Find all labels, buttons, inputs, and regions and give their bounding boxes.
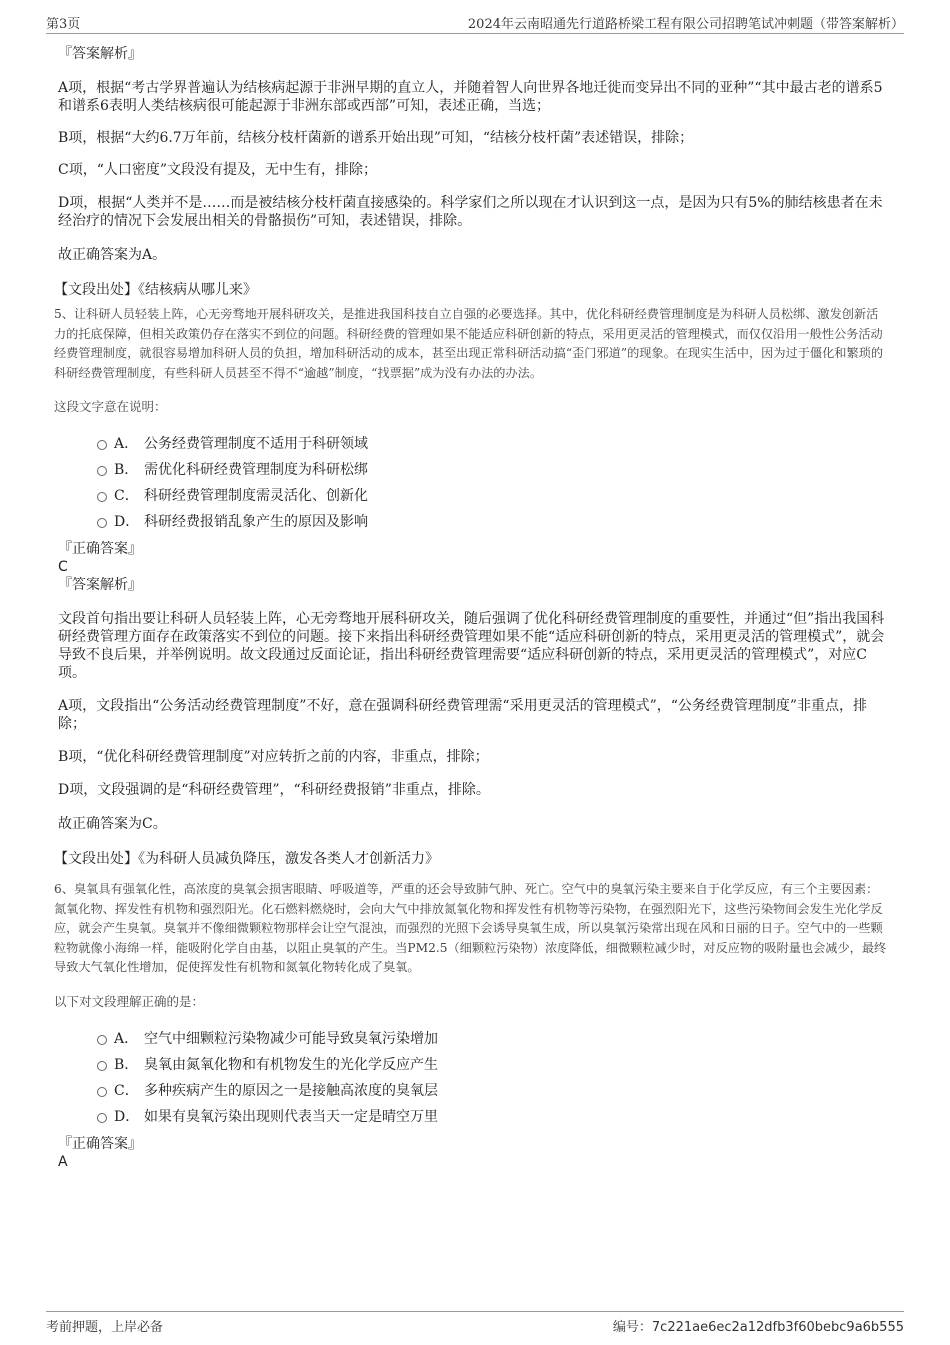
option-c[interactable]: C． 科研经费管理制度需灵活化、创新化 xyxy=(58,483,890,509)
question-5-prompt: 这段文字意在说明： xyxy=(54,399,167,414)
page-number: 第3页 xyxy=(46,17,81,32)
analysis-paragraph: D项，文段强调的是“科研经费管理”，“科研经费报销”非重点，排除。 xyxy=(58,782,490,798)
correct-answer-label: 『正确答案』 xyxy=(58,1135,142,1152)
radio-icon[interactable] xyxy=(97,1087,107,1097)
page-header xyxy=(46,13,904,34)
document-code: 编号：7c221ae6ec2a12dfb3f60bebc9a6b555 xyxy=(612,1320,904,1335)
question-5-text: 5、让科研人员轻装上阵，心无旁骛地开展科研攻关，是推进我国科技自立自强的必要选择。其中，优化科研经费管理制度是为科研人员松绑、激发创新活力的托底保障，但相关政策仍存在落实不到位的问题。科研经费的管理如果不能适应科研创新的特点，采用更灵活的管理模式，而仅仅沿用一般性公务活动经费管理制度，就很容易增加科研人员的负担，增加科研活动的成本，甚至出现正常科研活动搞“歪门邪道”的现象。在现实生活中，因为过于僵化和繁琐的科研经费管理制度，有些科研人员甚至不得不“逾越”制度，“找票据”成为没有办法的办法。 xyxy=(54,307,884,380)
analysis-paragraph: C项，“人口密度”文段没有提及，无中生有，排除； xyxy=(58,162,378,178)
radio-icon[interactable] xyxy=(97,1035,107,1045)
radio-icon[interactable] xyxy=(97,1113,107,1123)
analysis-paragraph: A项，根据“考古学界普遍认为结核病起源于非洲早期的直立人，并随着智人向世界各地迁徙而变异出不同的亚种”“其中最古老的谱系5和谱系6表明人类结核病很可能起源于非洲东部或西部”可知，表述正确，当选； xyxy=(58,80,883,114)
question-6-prompt: 以下对文段理解正确的是： xyxy=(54,993,205,1009)
question-6-options xyxy=(58,1026,890,1130)
analysis-paragraph: D项，根据“人类并不是……而是被结核分枝杆菌直接感染的。科学家们之所以现在才认识到这一点，是因为只有5%的肺结核患者在未经治疗的情况下会发展出相关的骨骼损伤”可知，表述错误，排除。 xyxy=(58,195,883,229)
correct-answer-label: 『正确答案』 xyxy=(58,541,142,557)
page-footer xyxy=(46,1311,904,1335)
analysis-conclusion: 故正确答案为A。 xyxy=(58,247,167,263)
option-a[interactable]: A． 公务经费管理制度不适用于科研领域 xyxy=(58,431,890,457)
footer-slogan: 考前押题，上岸必备 xyxy=(46,1320,164,1335)
page-content xyxy=(54,44,890,1170)
question-6-text: 6、臭氧具有强氧化性，高浓度的臭氧会损害眼睛、呼吸道等，严重的还会导致肺气肿、死亡。空气中的臭氧污染主要来自于化学反应，有三个主要因素：氮氧化物、挥发性有机物和强烈阳光。化石燃料燃烧时，会向大气中排放氮氧化物和挥发性有机物等污染物，在强烈阳光下，这些污染物间会发生光化学反应，就会产生臭氧。臭氧并不像细微颗粒物那样会让空气混浊，而强烈的光照下会诱导臭氧生成，所以臭氧污染常出现在风和日丽的日子。空气中的一些颗粒物就像小海绵一样，能吸附化学自由基，以阻止臭氧的产生。当PM2.5（细颗粒污染物）浓度降低，细微颗粒减少时，对反应物的吸附量也会减少，最终导致大气氧化性增加，促使挥发性有机物和氮氧化物转化成了臭氧。 xyxy=(54,882,887,974)
option-a[interactable]: A． 空气中细颗粒污染物减少可能导致臭氧污染增加 xyxy=(58,1026,890,1052)
correct-answer: C xyxy=(58,559,68,575)
radio-icon[interactable] xyxy=(97,518,107,528)
analysis-paragraph: B项，根据“大约6.7万年前，结核分枝杆菌新的谱系开始出现”可知，“结核分枝杆菌”表述错误，排除； xyxy=(58,130,694,146)
analysis-paragraph: B项，“优化科研经费管理制度”对应转折之前的内容，非重点，排除； xyxy=(58,749,489,765)
correct-answer: A xyxy=(58,1153,68,1170)
analysis-paragraph: 文段首句指出要让科研人员轻装上阵，心无旁骛地开展科研攻关，随后强调了优化科研经费管理制度的重要性，并通过“但”指出我国科研经费管理方面存在政策落实不到位的问题。接下来指出科研经费管理如果不能“适应科研创新的特点，采用更灵活的管理模式”，就会导致不良后果，并举例说明。故文段通过反面论证，指出科研经费管理需要“适应科研创新的特点，采用更灵活的管理模式”，对应C项。 xyxy=(58,611,885,681)
radio-icon[interactable] xyxy=(97,466,107,476)
document-title: 2024年云南昭通先行道路桥梁工程有限公司招聘笔试冲刺题（带答案解析） xyxy=(467,17,904,32)
analysis-conclusion: 故正确答案为C。 xyxy=(58,816,167,832)
radio-icon[interactable] xyxy=(97,492,107,502)
source-citation: 【文段出处】《结核病从哪儿来》 xyxy=(54,282,257,298)
option-c[interactable]: C． 多种疾病产生的原因之一是接触高浓度的臭氧层 xyxy=(58,1078,890,1104)
source-citation: 【文段出处】《为科研人员减负降压，激发各类人才创新活力》 xyxy=(54,851,439,867)
option-b[interactable]: B． 臭氧由氮氧化物和有机物发生的光化学反应产生 xyxy=(58,1052,890,1078)
analysis-label: 『答案解析』 xyxy=(58,577,142,593)
question-5-options xyxy=(58,431,890,535)
option-d[interactable]: D． 如果有臭氧污染出现则代表当天一定是晴空万里 xyxy=(58,1104,890,1130)
radio-icon[interactable] xyxy=(97,440,107,450)
radio-icon[interactable] xyxy=(97,1061,107,1071)
analysis-label: 『答案解析』 xyxy=(58,46,142,62)
option-b[interactable]: B． 需优化科研经费管理制度为科研松绑 xyxy=(58,457,890,483)
option-d[interactable]: D． 科研经费报销乱象产生的原因及影响 xyxy=(58,509,890,535)
analysis-paragraph: A项，文段指出“公务活动经费管理制度”不好，意在强调科研经费管理需“采用更灵活的管理模式”，“公务经费管理制度”非重点，排除； xyxy=(58,698,868,732)
